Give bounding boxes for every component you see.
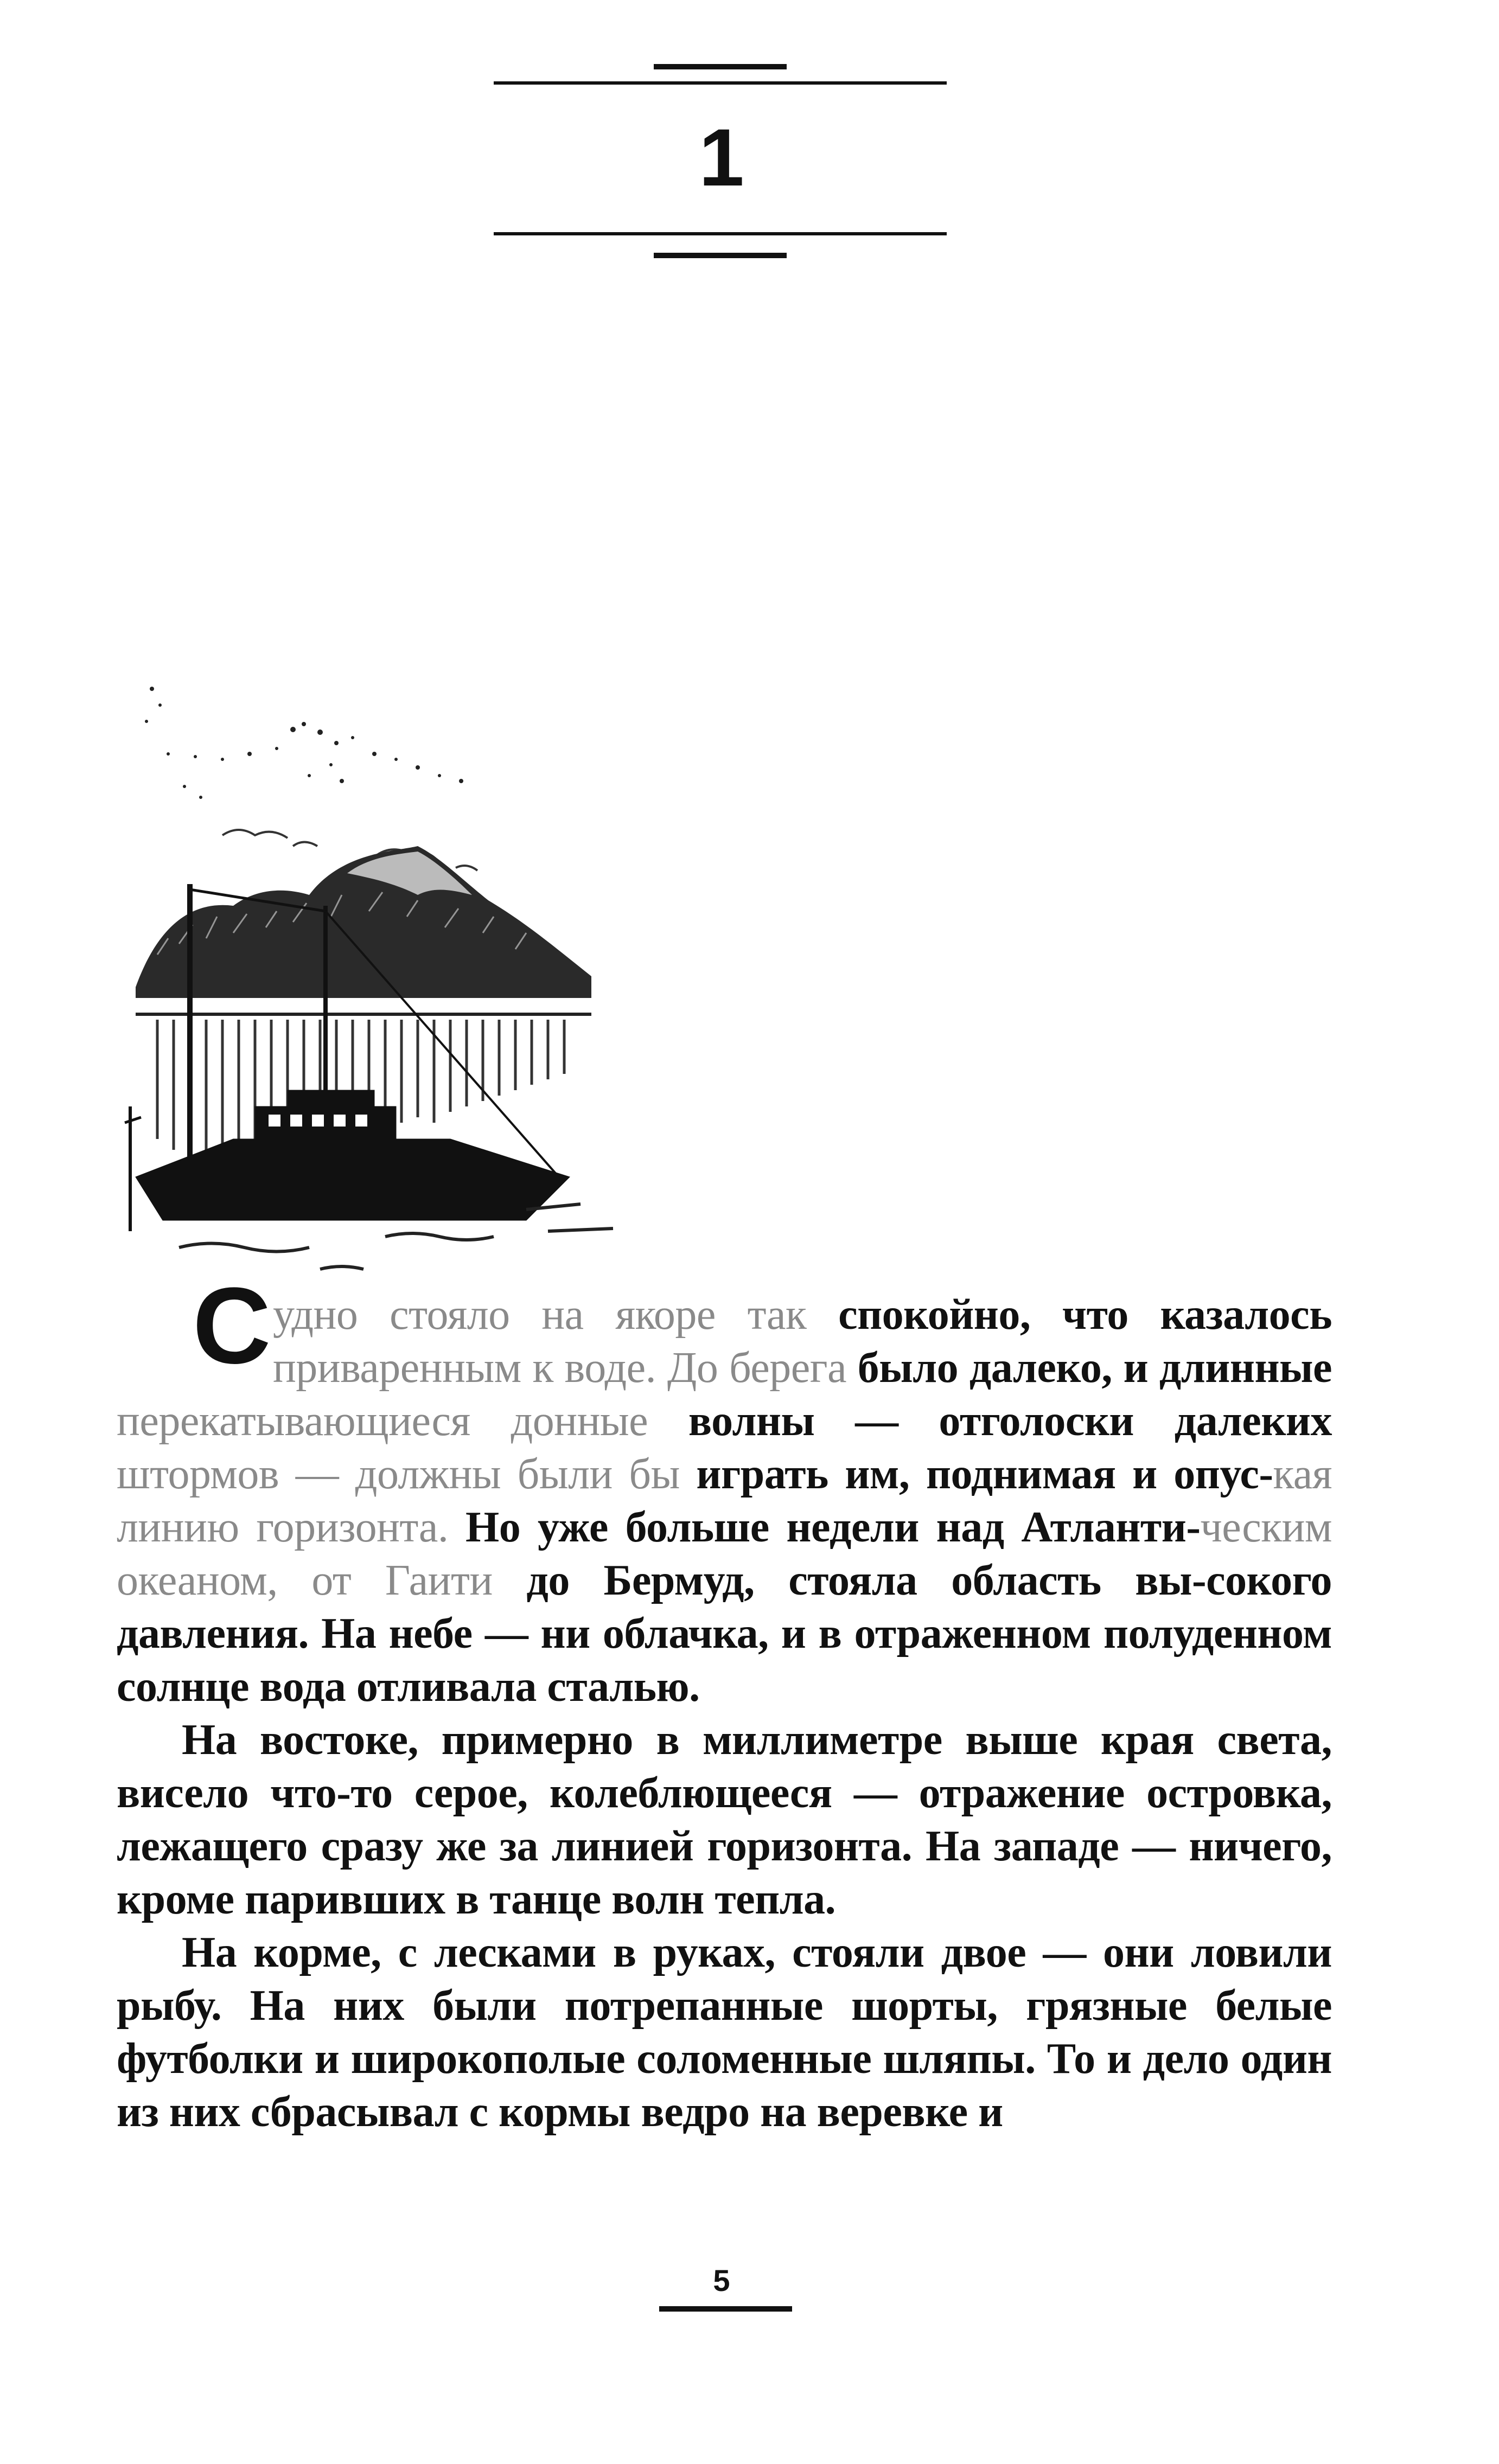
island	[136, 846, 591, 998]
text-run: Но уже больше недели над Атланти-	[448, 1503, 1201, 1551]
paragraph-1	[117, 1265, 1332, 1713]
text-run: играть им, поднимая и опус-	[679, 1450, 1273, 1498]
paragraph-2: На востоке, примерно в миллиметре выше края света, висело что-то серое, колеблющееся — отражение островка, лежащего сразу же за линией горизонта. На западе — ничего, кроме паривших в танце волн тепла.	[117, 1716, 1332, 1923]
header-rule-top-long	[494, 81, 947, 85]
faded-text: перекатывающиеся донные	[117, 1397, 648, 1445]
sky-birds	[145, 687, 463, 799]
header-rule-top-short	[654, 64, 787, 69]
faded-text: кая линию горизонта.	[117, 1450, 1332, 1551]
header-rule-bottom-long	[494, 232, 947, 235]
text-run: спокойно, что казалось	[806, 1291, 1332, 1339]
text-run: было далеко, и длинные	[846, 1344, 1332, 1392]
drop-cap: С	[193, 1265, 271, 1386]
paragraph-3: На корме, с лесками в руках, стояли двое — они ловили рыбу. На них были потрепанные шорты, грязные белые футболки и широкополые соломенные шляпы. То и дело один из них сбрасывал с кормы ведро на веревке и	[117, 1929, 1332, 2136]
faded-text: ческим океаном, от Гаити	[117, 1503, 1332, 1604]
ship-illustration	[114, 673, 662, 1285]
faded-text: штормов — должны были бы	[117, 1450, 680, 1498]
faded-text: удно стояло на якоре так	[272, 1291, 807, 1339]
chapter-number: 1	[699, 112, 744, 203]
page-number: 5	[713, 2263, 730, 2297]
footer-rule	[659, 2306, 792, 2312]
text-run: волны — отголоски далеких	[648, 1397, 1332, 1445]
header-rule-bottom-short	[654, 253, 787, 258]
text-run: до Бермуд, стояла область вы-сокого давления. На небе — ни облачка, и в отраженном полуденном солнце вода отливала сталью.	[117, 1557, 1332, 1711]
body-text	[117, 1265, 1332, 2139]
faded-text: приваренным к воде. До берега	[272, 1344, 847, 1392]
